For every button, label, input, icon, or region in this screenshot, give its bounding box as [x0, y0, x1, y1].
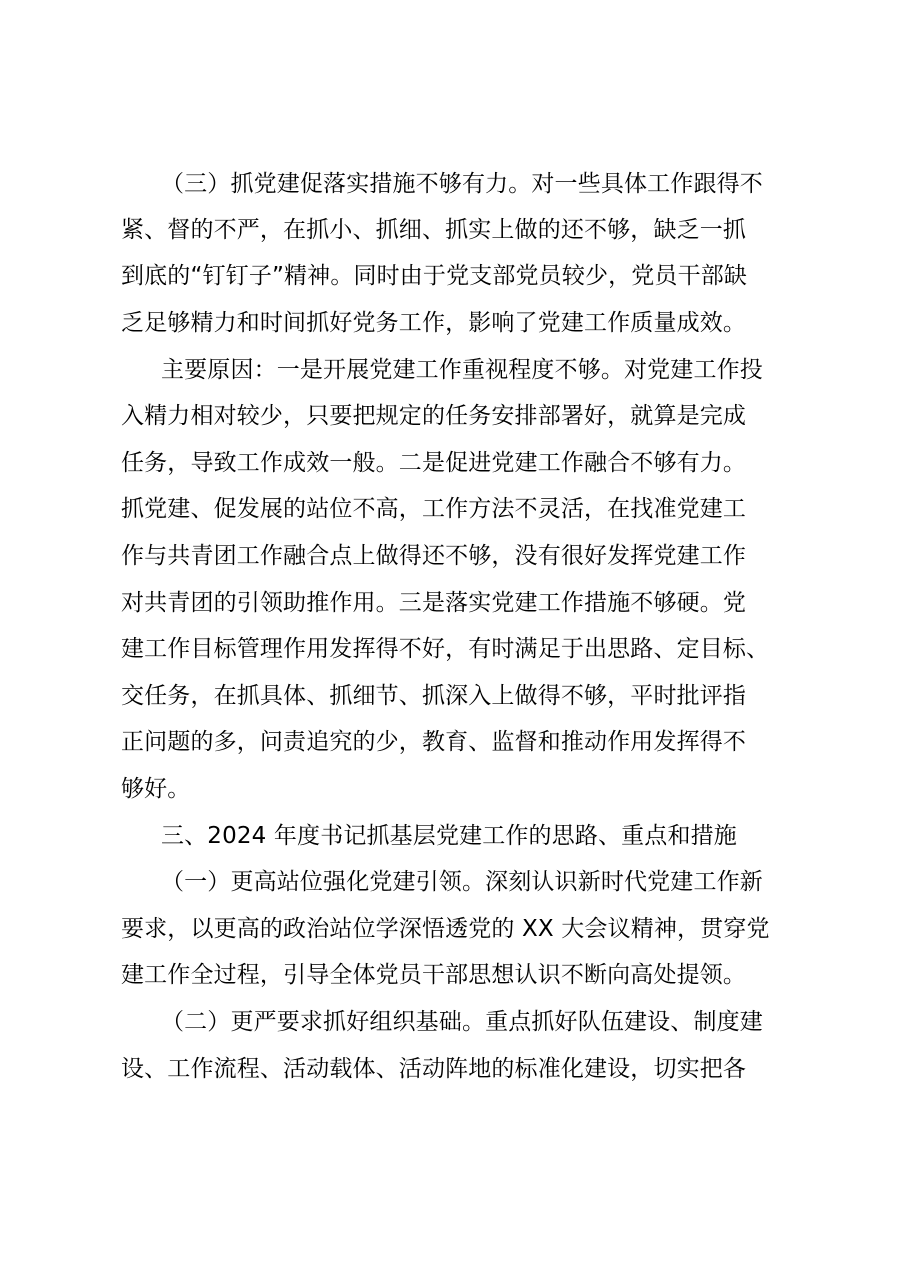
text-line: 设、工作流程、活动载体、活动阵地的标准化建设，切实把各: [121, 1056, 747, 1082]
text-line: 建工作目标管理作用发挥得不好，有时满足于出思路、定目标、: [121, 636, 770, 662]
text-line: 到底的“钉钉子”精神。同时由于党支部党员较少，党员干部缺: [121, 263, 748, 289]
section-heading: 三、2024 年度书记抓基层党建工作的思路、重点和措施: [161, 823, 737, 849]
text-line: 紧、督的不严，在抓小、抓细、抓实上做的还不够，缺乏一抓: [121, 217, 747, 243]
text-line: 入精力相对较少，只要把规定的任务安排部署好，就算是完成: [121, 403, 747, 429]
text-line: 对共青团的引领助推作用。三是落实党建工作措施不够硬。党: [121, 590, 747, 616]
text-line: 建工作全过程，引导全体党员干部思想认识不断向高处提领。: [121, 962, 747, 988]
text-line: 主要原因：一是开展党建工作重视程度不够。对党建工作投: [161, 357, 763, 383]
text-line: 要求，以更高的政治站位学深悟透党的 XX 大会议精神，贯穿党: [121, 916, 770, 942]
text-line: （二）更严要求抓好组织基础。重点抓好队伍建设、制度建: [161, 1009, 763, 1035]
text-line: 正问题的多，问责追究的少，教育、监督和推动作用发挥得不: [121, 729, 747, 755]
text-line: 抓党建、促发展的站位不高，工作方法不灵活，在找准党建工: [121, 496, 747, 522]
text-line: 作与共青团工作融合点上做得还不够，没有很好发挥党建工作: [121, 543, 747, 569]
text-line: （三）抓党建促落实措施不够有力。对一些具体工作跟得不: [161, 171, 763, 197]
text-line: （一）更高站位强化党建引领。深刻认识新时代党建工作新: [161, 869, 763, 895]
text-line: 任务，导致工作成效一般。二是促进党建工作融合不够有力。: [121, 450, 747, 476]
text-line: 交任务，在抓具体、抓细节、抓深入上做得不够，平时批评指: [121, 683, 747, 709]
text-line: 够好。: [121, 776, 191, 802]
text-line: 乏足够精力和时间抓好党务工作，影响了党建工作质量成效。: [121, 310, 747, 336]
